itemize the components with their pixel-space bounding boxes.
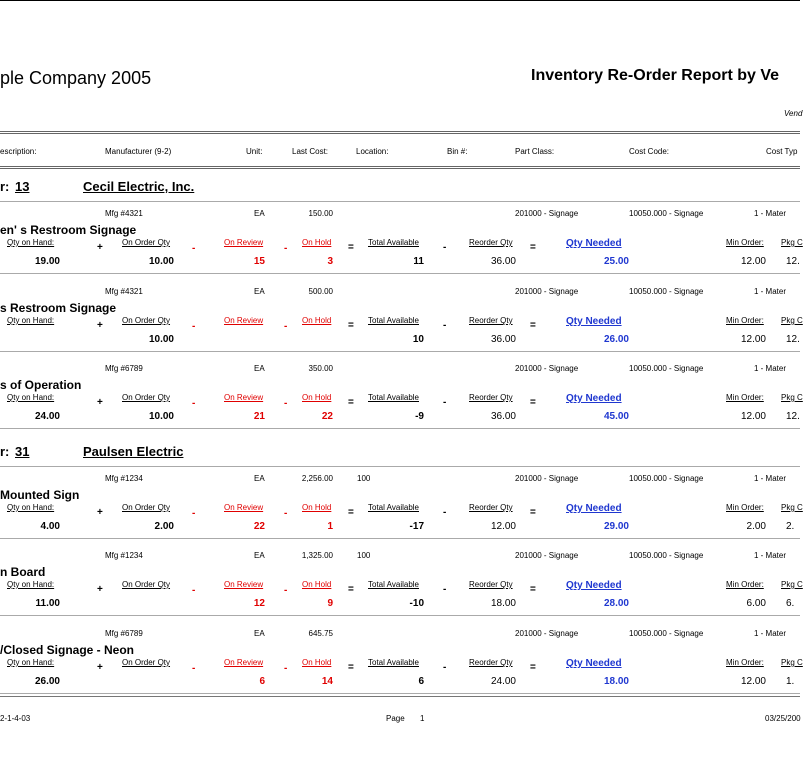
- value-total-available: -9: [415, 411, 424, 422]
- item-location: 100: [357, 474, 371, 483]
- value-qty-needed: 29.00: [603, 521, 629, 532]
- value-on-order: 10.00: [148, 334, 174, 345]
- value-qty-needed: 45.00: [603, 411, 629, 422]
- op-minus: -: [443, 242, 447, 253]
- report-subtitle: Vend: [784, 109, 803, 118]
- label-on-review: On Review: [224, 658, 264, 667]
- item-last-cost: 500.00: [308, 287, 333, 296]
- op-minus: -: [284, 398, 288, 409]
- col-cost-code: Cost Code:: [629, 147, 670, 156]
- value-on-review: 12: [253, 598, 265, 609]
- op-minus: -: [284, 663, 288, 674]
- op-equals: =: [530, 584, 536, 595]
- item-cost-code: 10050.000 - Signage: [629, 209, 704, 218]
- label-on-review: On Review: [224, 393, 264, 402]
- label-on-hold: On Hold: [302, 393, 332, 402]
- item-name: n Board: [0, 565, 46, 579]
- op-equals: =: [530, 397, 536, 408]
- op-equals: =: [348, 320, 354, 331]
- op-minus: -: [443, 320, 447, 331]
- label-min-order: Min Order:: [726, 316, 764, 325]
- value-reorder-qty: 12.00: [490, 521, 516, 532]
- company-name: ple Company 2005: [0, 68, 152, 88]
- label-min-order: Min Order:: [726, 503, 764, 512]
- op-plus: +: [97, 584, 103, 595]
- value-total-available: 6: [418, 676, 424, 687]
- label-on-review: On Review: [224, 503, 264, 512]
- item-cost-code: 10050.000 - Signage: [629, 287, 704, 296]
- value-min-order: 2.00: [746, 521, 766, 532]
- op-equals: =: [348, 507, 354, 518]
- label-pkg: Pkg C: [781, 238, 803, 247]
- vendor-number: 31: [15, 444, 30, 459]
- op-minus: -: [443, 662, 447, 673]
- value-pkg: 2.: [786, 521, 795, 532]
- label-on-hold: On Hold: [302, 658, 332, 667]
- op-minus: -: [284, 508, 288, 519]
- item-cost-code: 10050.000 - Signage: [629, 629, 704, 638]
- value-total-available: 11: [413, 256, 424, 267]
- op-equals: =: [530, 320, 536, 331]
- label-pkg: Pkg C: [781, 580, 803, 589]
- label-qty-on-hand: Qty on Hand:: [7, 316, 55, 325]
- label-min-order: Min Order:: [726, 238, 764, 247]
- item-name: en' s Restroom Signage: [0, 223, 137, 237]
- label-qty-needed: Qty Needed: [566, 580, 622, 591]
- item-unit: EA: [254, 209, 265, 218]
- report-title: Inventory Re-Order Report by Ve: [531, 67, 780, 84]
- value-qty-on-hand: 4.00: [40, 521, 60, 532]
- label-min-order: Min Order:: [726, 393, 764, 402]
- label-pkg: Pkg C: [781, 658, 803, 667]
- label-on-order: On Order Qty: [122, 658, 171, 667]
- header-rule-bottom: [0, 166, 800, 169]
- op-minus: -: [192, 508, 196, 519]
- value-total-available: -10: [409, 598, 424, 609]
- label-min-order: Min Order:: [726, 658, 764, 667]
- label-on-hold: On Hold: [302, 316, 332, 325]
- op-minus: -: [192, 585, 196, 596]
- label-reorder-qty: Reorder Qty: [469, 316, 513, 325]
- label-reorder-qty: Reorder Qty: [469, 238, 513, 247]
- item-unit: EA: [254, 287, 265, 296]
- item-cost-type: 1 - Mater: [754, 629, 787, 638]
- op-minus: -: [192, 243, 196, 254]
- col-description: escription:: [0, 147, 37, 156]
- value-min-order: 12.00: [740, 411, 766, 422]
- value-total-available: -17: [409, 521, 424, 532]
- label-qty-on-hand: Qty on Hand:: [7, 580, 55, 589]
- label-total-available: Total Available: [368, 658, 419, 667]
- label-pkg: Pkg C: [781, 503, 803, 512]
- item-unit: EA: [254, 629, 265, 638]
- item-cost-type: 1 - Mater: [754, 551, 787, 560]
- op-minus: -: [284, 585, 288, 596]
- vendor-rule: [0, 466, 800, 467]
- label-on-review: On Review: [224, 238, 264, 247]
- item-name: s of Operation: [0, 378, 82, 392]
- item-unit: EA: [254, 551, 265, 560]
- vendor-label: r:: [0, 444, 10, 459]
- op-minus: -: [443, 397, 447, 408]
- label-total-available: Total Available: [368, 393, 419, 402]
- value-on-review: 15: [253, 256, 265, 267]
- op-equals: =: [530, 242, 536, 253]
- label-on-hold: On Hold: [302, 503, 332, 512]
- value-on-order: 2.00: [154, 521, 174, 532]
- value-qty-on-hand: 24.00: [34, 411, 60, 422]
- item-name: /Closed Signage - Neon: [0, 643, 135, 657]
- value-on-order: 10.00: [148, 411, 174, 422]
- value-min-order: 12.00: [740, 676, 766, 687]
- value-qty-needed: 18.00: [603, 676, 629, 687]
- op-plus: +: [97, 320, 103, 331]
- footer-rule: [0, 696, 800, 697]
- label-reorder-qty: Reorder Qty: [469, 580, 513, 589]
- label-qty-on-hand: Qty on Hand:: [7, 238, 55, 247]
- top-border: [0, 0, 800, 1]
- label-on-review: On Review: [224, 316, 264, 325]
- value-pkg: 12.: [786, 256, 800, 267]
- item-rule: [0, 273, 800, 274]
- value-reorder-qty: 36.00: [490, 256, 516, 267]
- value-pkg: 1.: [786, 676, 795, 687]
- label-qty-needed: Qty Needed: [566, 658, 622, 669]
- op-equals: =: [348, 242, 354, 253]
- item-rule: [0, 538, 800, 539]
- label-min-order: Min Order:: [726, 580, 764, 589]
- value-pkg: 12.: [786, 411, 800, 422]
- vendor-number: 13: [15, 179, 30, 194]
- value-on-review: 22: [253, 521, 265, 532]
- op-equals: =: [530, 507, 536, 518]
- label-total-available: Total Available: [368, 503, 419, 512]
- label-on-order: On Order Qty: [122, 393, 171, 402]
- label-pkg: Pkg C: [781, 393, 803, 402]
- label-qty-needed: Qty Needed: [566, 238, 622, 249]
- item-cost-code: 10050.000 - Signage: [629, 474, 704, 483]
- value-qty-needed: 28.00: [603, 598, 629, 609]
- value-qty-on-hand: 26.00: [34, 676, 60, 687]
- label-qty-on-hand: Qty on Hand:: [7, 658, 55, 667]
- header-rule-top: [0, 131, 800, 134]
- label-on-order: On Order Qty: [122, 316, 171, 325]
- item-name: s Restroom Signage: [0, 301, 117, 315]
- label-qty-needed: Qty Needed: [566, 503, 622, 514]
- op-equals: =: [348, 584, 354, 595]
- item-location: 100: [357, 551, 371, 560]
- op-plus: +: [97, 242, 103, 253]
- label-reorder-qty: Reorder Qty: [469, 393, 513, 402]
- col-cost-type: Cost Typ: [766, 147, 798, 156]
- vendor-name: Cecil Electric, Inc.: [83, 179, 195, 194]
- label-on-hold: On Hold: [302, 580, 332, 589]
- item-mfg: Mfg #6789: [105, 364, 143, 373]
- op-minus: -: [443, 507, 447, 518]
- item-rule: [0, 615, 800, 616]
- label-total-available: Total Available: [368, 580, 419, 589]
- col-manufacturer: Manufacturer (9-2): [105, 147, 172, 156]
- item-unit: EA: [254, 474, 265, 483]
- item-cost-code: 10050.000 - Signage: [629, 364, 704, 373]
- item-mfg: Mfg #4321: [105, 287, 143, 296]
- item-part-class: 201000 - Signage: [515, 364, 579, 373]
- label-on-hold: On Hold: [302, 238, 332, 247]
- label-pkg: Pkg C: [781, 316, 803, 325]
- col-location: Location:: [356, 147, 389, 156]
- label-qty-needed: Qty Needed: [566, 316, 622, 327]
- value-on-review: 21: [253, 411, 265, 422]
- col-unit: Unit:: [246, 147, 263, 156]
- value-on-hold: 1: [327, 521, 333, 532]
- footer-page-number: 1: [420, 714, 425, 723]
- value-on-order: 10.00: [148, 256, 174, 267]
- value-reorder-qty: 36.00: [490, 334, 516, 345]
- col-bin: Bin #:: [447, 147, 468, 156]
- item-part-class: 201000 - Signage: [515, 209, 579, 218]
- vendor-name: Paulsen Electric: [83, 444, 184, 459]
- value-qty-needed: 26.00: [603, 334, 629, 345]
- item-last-cost: 1,325.00: [301, 551, 333, 560]
- item-cost-type: 1 - Mater: [754, 474, 787, 483]
- item-part-class: 201000 - Signage: [515, 551, 579, 560]
- item-cost-type: 1 - Mater: [754, 287, 787, 296]
- footer-date: 03/25/200: [765, 714, 801, 723]
- op-equals: =: [348, 397, 354, 408]
- op-minus: -: [284, 321, 288, 332]
- item-cost-type: 1 - Mater: [754, 209, 787, 218]
- value-min-order: 6.00: [746, 598, 766, 609]
- value-on-hold: 3: [327, 256, 333, 267]
- item-cost-code: 10050.000 - Signage: [629, 551, 704, 560]
- item-mfg: Mfg #4321: [105, 209, 143, 218]
- value-reorder-qty: 36.00: [490, 411, 516, 422]
- item-rule: [0, 693, 800, 694]
- label-total-available: Total Available: [368, 316, 419, 325]
- item-last-cost: 645.75: [308, 629, 333, 638]
- col-part-class: Part Class:: [515, 147, 555, 156]
- value-reorder-qty: 18.00: [490, 598, 516, 609]
- label-total-available: Total Available: [368, 238, 419, 247]
- item-part-class: 201000 - Signage: [515, 287, 579, 296]
- value-pkg: 12.: [786, 334, 800, 345]
- vendor-rule: [0, 201, 800, 202]
- item-part-class: 201000 - Signage: [515, 629, 579, 638]
- item-cost-type: 1 - Mater: [754, 364, 787, 373]
- footer-code: 2-1-4-03: [0, 714, 31, 723]
- footer-page-label: Page: [386, 714, 405, 723]
- value-on-hold: 22: [321, 411, 333, 422]
- item-last-cost: 2,256.00: [301, 474, 333, 483]
- label-reorder-qty: Reorder Qty: [469, 658, 513, 667]
- label-on-review: On Review: [224, 580, 264, 589]
- label-qty-needed: Qty Needed: [566, 393, 622, 404]
- value-min-order: 12.00: [740, 256, 766, 267]
- op-minus: -: [192, 398, 196, 409]
- op-minus: -: [192, 321, 196, 332]
- item-mfg: Mfg #6789: [105, 629, 143, 638]
- value-pkg: 6.: [786, 598, 795, 609]
- value-on-hold: 14: [321, 676, 333, 687]
- item-part-class: 201000 - Signage: [515, 474, 579, 483]
- op-plus: +: [97, 662, 103, 673]
- label-qty-on-hand: Qty on Hand:: [7, 503, 55, 512]
- label-on-order: On Order Qty: [122, 580, 171, 589]
- value-qty-on-hand: 19.00: [34, 256, 60, 267]
- value-qty-needed: 25.00: [603, 256, 629, 267]
- value-total-available: 10: [412, 334, 424, 345]
- value-qty-on-hand: 11.00: [35, 598, 60, 609]
- op-plus: +: [97, 397, 103, 408]
- op-equals: =: [348, 662, 354, 673]
- item-name: Mounted Sign: [0, 488, 80, 502]
- vendor-label: r:: [0, 179, 10, 194]
- label-on-order: On Order Qty: [122, 238, 171, 247]
- op-minus: -: [443, 584, 447, 595]
- item-last-cost: 150.00: [308, 209, 333, 218]
- value-reorder-qty: 24.00: [490, 676, 516, 687]
- label-qty-on-hand: Qty on Hand:: [7, 393, 55, 402]
- op-equals: =: [530, 662, 536, 673]
- item-last-cost: 350.00: [308, 364, 333, 373]
- item-mfg: Mfg #1234: [105, 551, 143, 560]
- value-min-order: 12.00: [740, 334, 766, 345]
- item-mfg: Mfg #1234: [105, 474, 143, 483]
- label-reorder-qty: Reorder Qty: [469, 503, 513, 512]
- label-on-order: On Order Qty: [122, 503, 171, 512]
- op-plus: +: [97, 507, 103, 518]
- op-minus: -: [192, 663, 196, 674]
- item-unit: EA: [254, 364, 265, 373]
- col-last-cost: Last Cost:: [292, 147, 329, 156]
- item-rule: [0, 351, 800, 352]
- item-rule: [0, 428, 800, 429]
- value-on-hold: 9: [327, 598, 333, 609]
- value-on-review: 6: [259, 676, 265, 687]
- op-minus: -: [284, 243, 288, 254]
